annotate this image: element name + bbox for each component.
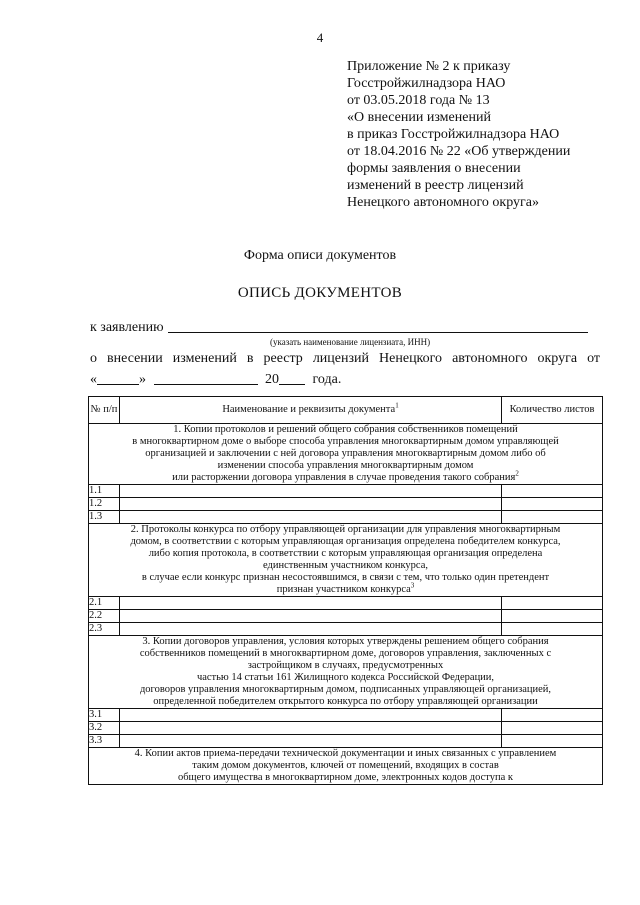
table-row: [89, 610, 603, 623]
row-number: 1.2: [89, 498, 120, 511]
section-header-row: [89, 524, 603, 597]
row-number: 3.3: [89, 735, 120, 748]
section-title-text: определенной победителем открытого конкурса по отбору управляющей организации: [153, 696, 538, 707]
section-title: [89, 524, 603, 597]
document-name-cell[interactable]: [120, 511, 502, 524]
section-title-line: [89, 760, 602, 772]
section-header-row: [89, 636, 603, 709]
section-title-line: [89, 460, 602, 472]
sheet-count-cell[interactable]: [502, 610, 603, 623]
section-title-text: или расторжении договора управления в случае проведения такого собрания: [172, 472, 516, 483]
footnote-mark: 3: [410, 581, 415, 590]
footnote-mark: 1: [395, 401, 399, 410]
appendix-line: Приложение № 2 к приказу: [347, 59, 511, 74]
footnote-mark: 2: [515, 469, 519, 478]
sheet-count-cell[interactable]: [502, 511, 603, 524]
sheet-count-cell[interactable]: [502, 498, 603, 511]
section-title-line: [89, 684, 602, 696]
section-title-line: [89, 696, 602, 708]
section-title-text: частью 14 статьи 161 Жилищного кодекса Российской Федерации,: [196, 672, 495, 683]
section-title-text: организацией и заключении с ней договора управления многоквартирным домом либо об: [145, 448, 546, 459]
appendix-line: формы заявления о внесении: [347, 161, 521, 176]
appendix-line: Госстройжилнадзора НАО: [347, 76, 506, 91]
date-suffix: года.: [312, 372, 342, 387]
section-title-line: [89, 524, 602, 536]
table-row: [89, 709, 603, 722]
applicant-hint: (указать наименование лицензиата, ИНН): [270, 337, 431, 347]
table-row: [89, 623, 603, 636]
sheet-count-cell[interactable]: [502, 485, 603, 498]
day-blank-field[interactable]: [97, 371, 139, 385]
header-sheet-count: Количество листов: [502, 397, 603, 424]
row-number: 1.3: [89, 511, 120, 524]
month-blank-field[interactable]: [154, 371, 258, 385]
section-title-line: [89, 448, 602, 460]
section-title-line: [89, 772, 602, 784]
header-number: № п/п: [89, 397, 120, 424]
sheet-count-cell[interactable]: [502, 722, 603, 735]
section-title-line: [89, 660, 602, 672]
section-title-text: признан участником конкурса: [276, 584, 411, 595]
section-title-line: [89, 672, 602, 684]
section-header-row: [89, 748, 603, 785]
section-title-line: [89, 636, 602, 648]
section-title-text: домом, в соответствии с которым управляющая организация определена победителем конкурса,: [130, 536, 561, 547]
statement-label: к заявлению: [90, 320, 164, 335]
section-title: [89, 748, 603, 785]
row-number: 2.2: [89, 610, 120, 623]
section-title-line: [89, 748, 602, 760]
year-blank-field[interactable]: [279, 371, 305, 385]
table-row: [89, 511, 603, 524]
section-title: [89, 424, 603, 485]
section-title-line: [89, 424, 602, 436]
date-line: [90, 371, 341, 388]
sheet-count-cell[interactable]: [502, 709, 603, 722]
appendix-line: изменений в реестр лицензий: [347, 178, 524, 193]
changes-line: о внесении изменений в реестр лицензий Ненецкого автономного округа от: [90, 351, 600, 366]
appendix-line: в приказ Госстройжилнадзора НАО: [347, 127, 560, 142]
section-title-text: таким домом документов, ключей от помещений, входящих в состав: [192, 760, 499, 771]
section-title-line: [89, 581, 602, 596]
section-title-text: изменении способа управления многоквартирным домом: [217, 460, 474, 471]
section-title-line: [89, 436, 602, 448]
inventory-table: [88, 396, 603, 785]
appendix-block: [347, 58, 617, 211]
table-header-row: [89, 397, 603, 424]
form-caption: Форма описи документов: [243, 248, 397, 263]
section-title-text: 3. Копии договоров управления, условия которых утверждены решением общего собрания: [142, 636, 549, 647]
section-title-text: застройщиком в случаях, предусмотренных: [247, 660, 444, 671]
document-name-cell[interactable]: [120, 610, 502, 623]
header-document-name-text: Наименование и реквизиты документа: [222, 404, 396, 415]
row-number: 3.1: [89, 709, 120, 722]
page-number: 4: [316, 30, 324, 45]
section-title-line: [89, 560, 602, 572]
section-title-line: [89, 536, 602, 548]
section-title-text: договоров управления многоквартирным домом, подписанных управляющей организацией,: [139, 684, 552, 695]
appendix-line: «О внесении изменений: [347, 110, 491, 125]
section-header-row: [89, 424, 603, 485]
section-title-text: собственников помещений в многоквартирном доме, договоров управления, заключенных с: [139, 648, 552, 659]
sheet-count-cell[interactable]: [502, 735, 603, 748]
table-row: [89, 722, 603, 735]
section-title-line: [89, 572, 602, 584]
date-close-quote: »: [139, 372, 146, 387]
section-title-line: [89, 648, 602, 660]
sheet-count-cell[interactable]: [502, 597, 603, 610]
section-title-text: 1. Копии протоколов и решений общего собрания собственников помещений: [173, 424, 518, 435]
document-name-cell[interactable]: [120, 709, 502, 722]
header-document-name: [120, 397, 502, 424]
statement-line: [90, 318, 600, 336]
appendix-line: Ненецкого автономного округа»: [347, 195, 539, 210]
section-title-text: единственным участником конкурса,: [262, 560, 428, 571]
appendix-line: от 03.05.2018 года № 13: [347, 93, 490, 108]
row-number: 3.2: [89, 722, 120, 735]
section-title-text: либо копия протокола, в соответствии с которым управляющая организация определена: [148, 548, 543, 559]
document-title: ОПИСЬ ДОКУМЕНТОВ: [237, 285, 403, 301]
section-title-line: [89, 469, 602, 484]
section-title-text: общего имущества в многоквартирном доме, электронных кодов доступа к: [177, 772, 514, 783]
row-number: 1.1: [89, 485, 120, 498]
applicant-blank-field[interactable]: [168, 318, 588, 333]
section-title-text: 4. Копии актов приема-передачи технической документации и иных связанных с управлением: [134, 748, 557, 759]
section-title-text: в случае если конкурс признан несостоявшимся, в связи с тем, что только один претендент: [141, 572, 550, 583]
document-name-cell[interactable]: [120, 498, 502, 511]
table-row: [89, 485, 603, 498]
table-row: [89, 498, 603, 511]
table-row: [89, 597, 603, 610]
section-title-line: [89, 548, 602, 560]
row-number: 2.1: [89, 597, 120, 610]
date-open-quote: «: [90, 372, 97, 387]
document-name-cell[interactable]: [120, 623, 502, 636]
document-name-cell[interactable]: [120, 722, 502, 735]
appendix-line: от 18.04.2016 № 22 «Об утверждении: [347, 144, 571, 159]
section-title-text: в многоквартирном доме о выборе способа управления многоквартирным домом управляющей: [132, 436, 559, 447]
document-name-cell[interactable]: [120, 485, 502, 498]
section-title: [89, 636, 603, 709]
table-row: [89, 735, 603, 748]
document-name-cell[interactable]: [120, 735, 502, 748]
sheet-count-cell[interactable]: [502, 623, 603, 636]
year-prefix: 20: [265, 372, 279, 387]
document-name-cell[interactable]: [120, 597, 502, 610]
row-number: 2.3: [89, 623, 120, 636]
section-title-text: 2. Протоколы конкурса по отбору управляющей организации для управления многоквартирным: [130, 524, 561, 535]
